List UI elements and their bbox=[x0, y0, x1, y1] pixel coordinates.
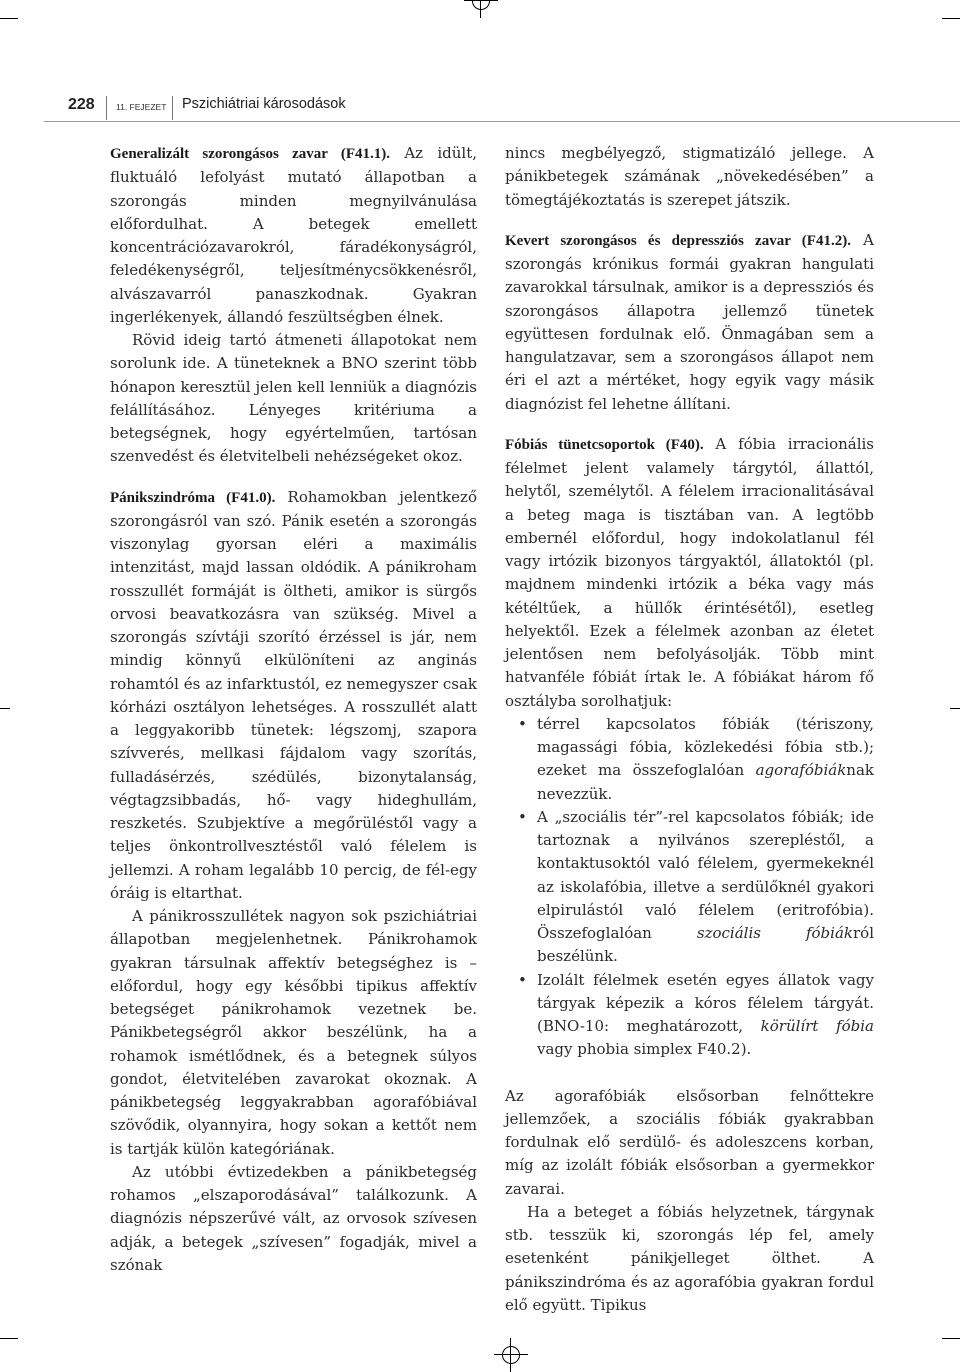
left-column bbox=[110, 142, 477, 1277]
crop-mark-left-middle bbox=[0, 708, 10, 709]
right-column bbox=[505, 142, 874, 1317]
header-rule bbox=[44, 121, 960, 122]
mixed-text: A szorongás krónikus formái gyakran hangulati zavarokkal társulnak, amikor is a depressziós és szorongásos állapotra jellemző tünetek együttesen fordulnak elő. Önmagában sem a hangulatzavar, sem a szorongásos állapot nem éri el azt a mértéket, hogy egyik vagy másik diagnózist fel lehetne állítani. bbox=[505, 230, 875, 413]
crop-mark-right-middle bbox=[950, 708, 960, 709]
bullet-icon: • bbox=[518, 807, 527, 826]
gad-text: Az idült, fluktuáló lefolyást mutató állapotban a szorongás minden megnyilvánulása előfordulhat. A betegek emellett koncentrációzavarokról, fáradékonyságról, feledékenységről, teljesítménycsökkenésről, alvászavarról panaszkodnak. Gyakran ingerlékenyek, állandó feszültségben élnek. bbox=[110, 144, 477, 326]
panic-paragraph-3: Az utóbbi évtizedekben a pánikbetegség rohamos „elszaporodásával” találkozunk. A diagnózis népszerűvé vált, az orvosok szívesen adják, a betegek „szívesen” fogadják, mivel a szónak bbox=[110, 1162, 477, 1274]
header-divider bbox=[106, 96, 107, 120]
crop-mark-bottom-right bbox=[942, 1338, 960, 1339]
list-item: • térrel kapcsolatos fóbiák (tériszony, magassági fóbia, közlekedési fóbia stb.); ezeket ma összefoglalóan agorafóbiáknak nevezzük. bbox=[518, 714, 874, 803]
list-item: • Izolált félelmek esetén egyes állatok vagy tárgyak képezik a kóros félelem tárgyát. (BNO-10: meghatározott, körülírt fóbia vagy phobia simplex F40.2). bbox=[518, 970, 875, 1059]
panic-paragraph bbox=[110, 486, 477, 906]
phobia-text: A fóbia irracionális félelmet jelent valamely tárgytól, állattól, helytől, személytől. A félelem irracionalitásával a beteg maga is tisztában van. A legtöbb embernél előfordul, hogy indokolatlanul fél vagy irtózik bizonyos tárgyaktól, állatoktól (pl. majdnem mindenki irtózik a béka vagy más kétéltűek, a hüllők érintésétől), esetleg helyektől. Ezek a félelmek azonban az életet jelentősen nem befolyásolják. Több mint hatvanféle fóbiát írtak le. A fóbiákat három fő osztályba sorolhatjuk: bbox=[505, 434, 874, 710]
page-number: 228 bbox=[68, 96, 95, 113]
gad-paragraph-2: Rövid ideig tartó átmeneti állapotokat nem sorolunk ide. A tüneteknek a BNO szerint több hónapon keresztül jelen kell lenniük a diagnózis felállításához. Lényeges kritériuma a betegségnek, hogy egyértelműen, tartósan szenvedést és életvitelbeli nehézségeket okoz. bbox=[110, 331, 477, 466]
bullet-icon: • bbox=[518, 714, 527, 733]
list-item: • A „szociális tér”-rel kapcsolatos fóbiák; ide tartoznak a nyilvános szerepléstől, a kontaktusoktól való félelem, gyermekeknél az iskolafóbia, illetve a serdülőknél gyakori elpirulástól való félelem (eritrofóbia). Összefoglalóan szociális fóbiákról beszélünk. bbox=[518, 807, 874, 966]
panic-text: Rohamokban jelentkező szorongásról van szó. Pánik esetén a szorongás viszonylag gyorsan eléri a maximális intenzitást, majd lassan oldódik. A pánikroham rosszullét formáját is öltheti, amikor is sürgős orvosi beavatkozásra van szükség. Mivel a szorongás szívtáji szorító érzéssel is jár, nem mindig könnyű elkülöníteni az anginás rohamtól és az infarktustól, ez nemegyszer csak kórházi osztályon lehetséges. A rosszullét alatt a leggyakoribb tünetek: légszomj, szapora szívverés, mellkasi fájdalom vagy szorítás, fulladásérzés, szédülés, bizonytalanság, végtagzsibbadás, hő- vagy hideghullám, reszketés. Szubjektíve a megőrüléstől vagy a teljes önkontrollvesztéstől való félelem is jellemzi. A roham legalább 10 percig, de fél-egy óráig is eltarthat. bbox=[110, 487, 477, 902]
phobia-heading: Fóbiás tünetcsoportok (F40). bbox=[505, 436, 704, 453]
phobia-list bbox=[505, 713, 874, 1062]
agoraphobia-paragraph: Az agorafóbiák elsősorban felnőttekre jellemzőek, a szociális fóbiák gyakrabban fordulnak elő serdülő- és adoleszcens korban, míg az izolált fóbiák elsősorban a gyermekkor zavarai. bbox=[505, 1086, 874, 1198]
mixed-heading: Kevert szorongásos és depressziós zavar (F41.2). bbox=[505, 232, 851, 249]
running-header bbox=[44, 96, 960, 122]
chapter-title: Pszichiátriai károsodások bbox=[182, 96, 346, 112]
registration-mark-top bbox=[470, 0, 492, 12]
continuation-paragraph: nincs megbélyegző, stigmatizáló jellege. A pánikbetegek számának „növekedésében” a tömegtájékoztatás is szerepet játszik. bbox=[505, 144, 874, 209]
gad-heading: Generalizált szorongásos zavar (F41.1). bbox=[110, 146, 391, 162]
phobia-paragraph bbox=[505, 433, 874, 713]
crop-mark-top-right bbox=[942, 18, 960, 19]
header-divider bbox=[172, 96, 173, 120]
panic-heading: Pánikszindróma (F41.0). bbox=[110, 489, 276, 506]
crop-mark-bottom-left bbox=[0, 1338, 18, 1339]
gad-paragraph bbox=[110, 142, 477, 329]
bullet-icon: • bbox=[518, 970, 527, 989]
crop-mark-top-left bbox=[0, 18, 18, 19]
panic-paragraph-2: A pánikrosszullétek nagyon sok pszichiátriai állapotban megjelenhetnek. Pánikrohamok gyakran társulnak affektív betegséghez is – előfordul, hogy egy későbbi tipikus affektív betegséget pánikrohamok vezetnek be. Pánikbetegségről akkor beszélünk, ha a rohamok ismétlődnek, és a betegnek súlyos gondot, életvitelében zavarokat okoznak. A pánikbetegség leggyakrabban agorafóbiával szövődik, olyannyira, hogy sokan a kettőt nem is tartják külön kategóriának. bbox=[110, 907, 477, 1158]
chapter-label: 11. FEJEZET bbox=[116, 102, 167, 112]
registration-mark-bottom bbox=[500, 1344, 522, 1366]
last-paragraph: Ha a beteget a fóbiás helyzetnek, tárgynak stb. tesszük ki, szorongás lép fel, amely esetenként pánikjelleget ölthet. A pánikszindróma és az agorafóbia gyakran fordul elő együtt. Tipikus bbox=[505, 1202, 874, 1314]
mixed-paragraph bbox=[505, 229, 874, 416]
